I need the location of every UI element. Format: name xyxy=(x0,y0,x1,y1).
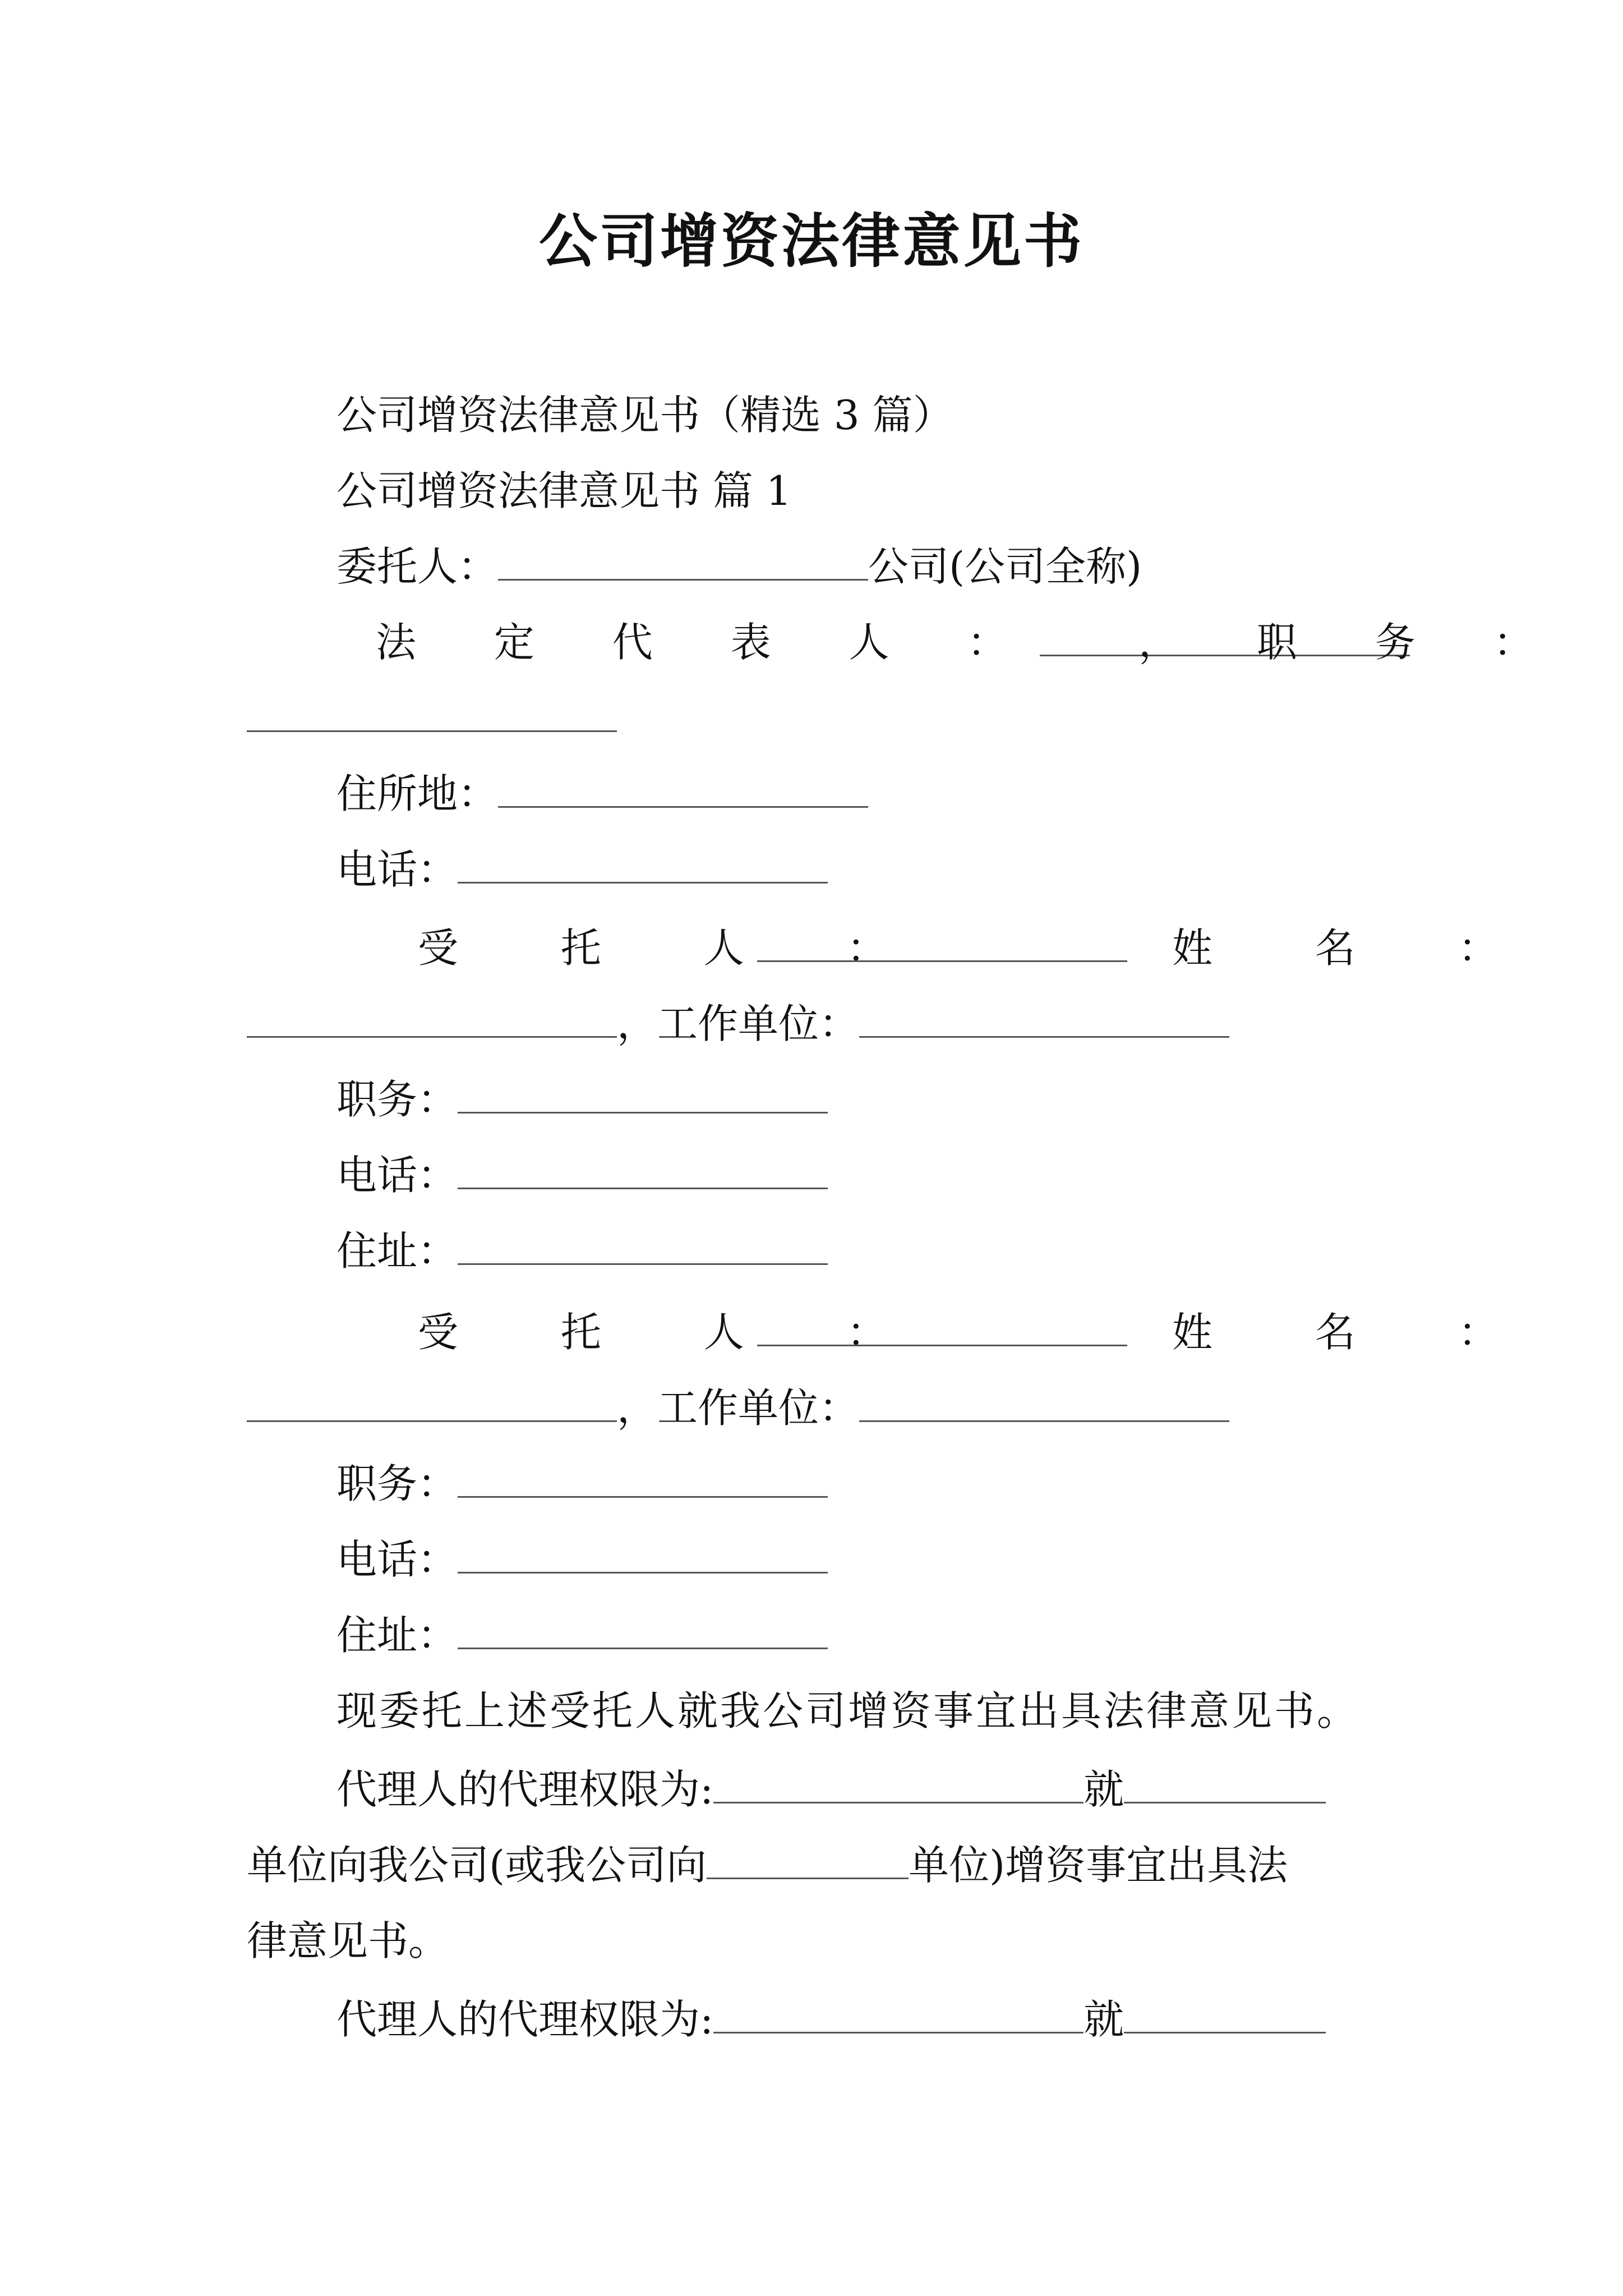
agent2-address-label: 住址： xyxy=(336,1612,458,1659)
agent1-work-blank xyxy=(859,1000,1229,1038)
agent2-label: 受 托 人 ： xyxy=(418,1309,932,1356)
agent1-name-blank-line xyxy=(757,920,1127,976)
agent2-name-label: 姓 名 ： xyxy=(1172,1309,1543,1356)
p2-unit-blank xyxy=(1124,1766,1326,1803)
document-title: 公司增资法律意见书 xyxy=(538,206,1084,275)
rep-label: 法 定 代 表 人 ： xyxy=(376,619,1040,666)
agent1-address-label: 住址： xyxy=(336,1227,458,1274)
p3-authority-blank xyxy=(713,1996,1083,2033)
agent2-address-line xyxy=(336,1607,828,1663)
agent2-name-blank xyxy=(757,1309,1127,1346)
agent1-phone-line xyxy=(336,1147,828,1203)
p2-authority-blank xyxy=(713,1766,1083,1803)
agent1-name-line xyxy=(1172,920,1543,976)
agent1-duty-blank xyxy=(458,1076,828,1114)
body-paragraph-2-line-3: 律意见书。 xyxy=(247,1917,449,1964)
agent2-work-label: ，工作单位： xyxy=(617,1384,860,1432)
agent2-duty-blank xyxy=(458,1460,828,1498)
client-name-blank xyxy=(498,543,868,581)
agent1-work-line xyxy=(247,996,1229,1052)
client-phone-label: 电话： xyxy=(336,846,458,893)
p2-target-unit-blank xyxy=(707,1842,909,1879)
agent1-phone-label: 电话： xyxy=(336,1152,458,1199)
client-address-blank xyxy=(498,770,868,808)
p3-unit-blank xyxy=(1124,1996,1326,2033)
agent1-work-label: ，工作单位： xyxy=(617,1000,860,1047)
rep-duty-blank-line xyxy=(247,690,617,746)
agent2-work-line xyxy=(247,1380,1229,1436)
agent2-name-line xyxy=(1172,1304,1543,1360)
client-label: 委托人： xyxy=(336,543,499,590)
p2-authority-label: 代理人的代理权限为: xyxy=(336,1766,714,1813)
client-line xyxy=(336,539,1142,595)
agent1-name-blank xyxy=(757,924,1127,962)
p2-unit-capital-increase: 单位)增资事宜出具法 xyxy=(909,1842,1288,1889)
rep-duty-blank xyxy=(247,694,617,732)
agent1-address-line xyxy=(336,1223,828,1279)
agent2-duty-line xyxy=(336,1456,828,1512)
p3-regarding: 就 xyxy=(1083,1996,1124,2043)
agent2-phone-label: 电话： xyxy=(336,1536,458,1583)
agent2-name-blank-line xyxy=(757,1304,1127,1360)
body-paragraph-2-line-1 xyxy=(336,1761,1326,1818)
agent2-phone-blank xyxy=(458,1536,828,1573)
client-suffix: 公司(公司全称) xyxy=(868,543,1142,590)
section-heading: 公司增资法律意见书 篇 1 xyxy=(336,467,792,514)
agent1-duty-line xyxy=(336,1071,828,1128)
p2-unit-to-company: 单位向我公司(或我公司向 xyxy=(247,1842,707,1889)
p2-regarding: 就 xyxy=(1083,1766,1124,1813)
agent2-address-blank xyxy=(458,1612,828,1649)
agent1-name-value-blank xyxy=(247,1000,617,1038)
agent2-duty-label: 职务： xyxy=(336,1460,458,1507)
agent1-address-blank xyxy=(458,1227,828,1265)
rep-duty-line xyxy=(1138,614,1566,670)
agent1-duty-label: 职务： xyxy=(336,1076,458,1123)
client-phone-line xyxy=(336,841,828,898)
agent2-name-value-blank xyxy=(247,1384,617,1422)
agent1-label: 受 托 人 ： xyxy=(418,924,932,972)
body-paragraph-2-line-2 xyxy=(247,1837,1288,1893)
p3-authority-label: 代理人的代理权限为: xyxy=(336,1996,714,2043)
agent2-phone-line xyxy=(336,1531,828,1588)
client-address-label: 住所地： xyxy=(336,770,499,817)
body-paragraph-3-line-1 xyxy=(336,1991,1326,2047)
agent1-phone-blank xyxy=(458,1152,828,1189)
client-phone-blank xyxy=(458,846,828,884)
subtitle: 公司增资法律意见书（精选 3 篇） xyxy=(336,392,953,439)
agent2-work-blank xyxy=(859,1384,1229,1422)
body-paragraph-1: 现委托上述受托人就我公司增资事宜出具法律意见书。 xyxy=(336,1687,1360,1734)
rep-duty-label: ， 职 务 ： xyxy=(1138,619,1566,666)
agent1-name-label: 姓 名 ： xyxy=(1172,924,1543,972)
client-address-line xyxy=(336,766,868,822)
